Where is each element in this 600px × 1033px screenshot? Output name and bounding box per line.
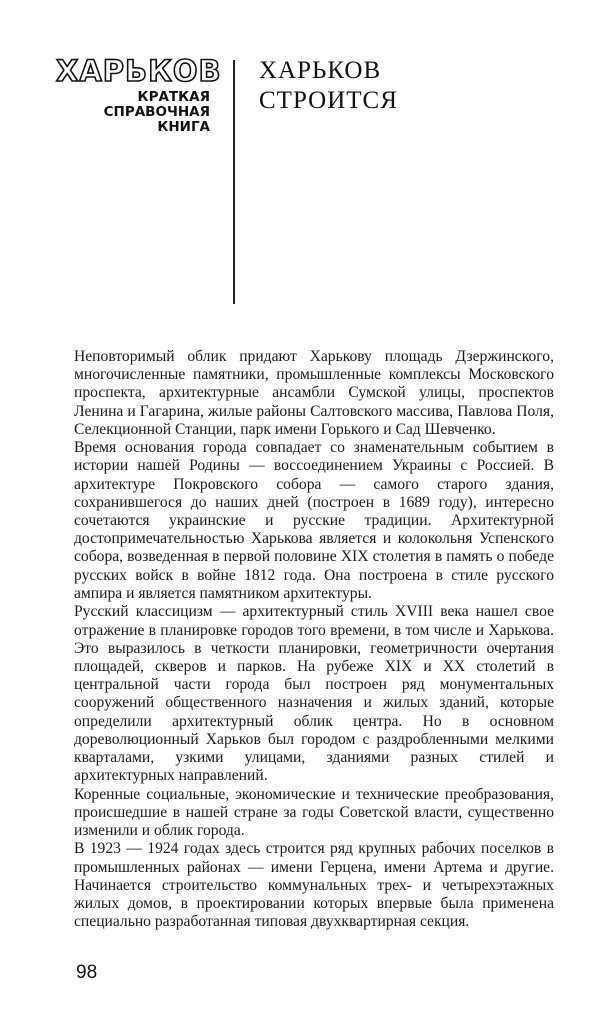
page-number: 98 [76, 962, 98, 983]
page-header [0, 0, 600, 320]
paragraph: Коренные социальные, экономические и технические преобразования, происшедшие в нашей стране за годы Советской власти, существенно изменили и облик города. [74, 785, 554, 840]
section-title [259, 56, 398, 116]
section-title-line: СТРОИТСЯ [259, 87, 398, 114]
body-text [74, 348, 554, 932]
vertical-divider [233, 60, 235, 304]
paragraph: В 1923 — 1924 годах здесь строится ряд крупных рабочих поселков в промышленных районах — имени Герцена, имени Артема и другие. Начинается строительство коммунальных трех- и четырехэтажных жилых домов, в проектировании которых впервые была применена специально разработанная типовая двухквартирная секция. [74, 840, 554, 931]
brand-subtitle-line: КРАТКАЯ [137, 89, 210, 105]
paragraph: Время основания города совпадает со знаменательным событием в истории нашей Родины — воссоединением Украины с Россией. В архитектуре Покровского собора — самого старого здания, сохранившегося до наших дней (построен в 1689 году), интересно сочетаются украинские и русские традиции. Архитектурной достопримечательностью Харькова является и колокольня Успенского собора, возведенная в первой половине XIX столетия в память о победе русских войск в войне 1812 года. Она построена в стиле русского ампира и является памятником архитектуры. [74, 439, 554, 602]
section-title-line: ХАРЬКОВ [259, 57, 382, 84]
paragraph: Неповторимый облик придают Харькову площадь Дзержинского, многочисленные памятники, промышленные комплексы Московского проспекта, архитектурные ансамбли Сумской улицы, проспектов Ленина и Гагарина, жилые районы Салтовского массива, Павлова Поля, Селекционной Станции, парк имени Горького и Сад Шевченко. [74, 348, 554, 438]
brand-subtitle-line: СПРАВОЧНАЯ [103, 104, 210, 120]
paragraph: Русский классицизм — архитектурный стиль XVIII века нашел свое отражение в планировке городов того времени, в том числе и Харькова. Это выразилось в четкости планировки, геометричности очертания площадей, скверов и парков. На рубеже XIX и XX столетий в центральной части города был построен ряд монументальных сооружений общественного назначения и жилых зданий, которые определили архитектурный облик центра. Но в основном дореволюционный Харьков был городом с раздробленными мелкими кварталами, узкими улицами, зданиями разных стилей и архитектурных направлений. [74, 603, 554, 785]
brand-subtitle-line: КНИГА [157, 119, 210, 135]
book-brand-title: ХАРЬКОВ [56, 54, 222, 88]
